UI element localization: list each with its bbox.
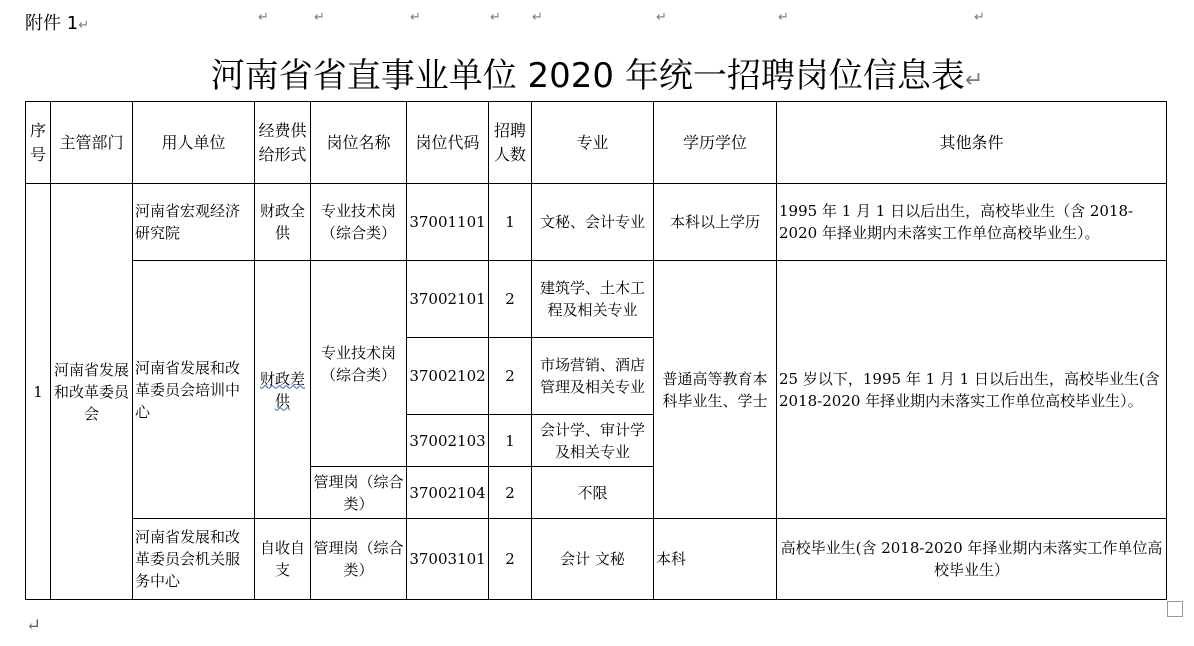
table-row <box>26 184 1167 261</box>
cell-funding: 自收自支 <box>255 519 311 600</box>
attachment-label: 附件 1↵ <box>25 13 90 34</box>
header-other: 其他条件 <box>777 102 1167 184</box>
header-seq: 序号 <box>26 102 51 184</box>
paragraph-mark: ↵ <box>490 10 501 25</box>
cell-degree: 本科以上学历 <box>654 184 777 261</box>
cell-funding: 财政全供 <box>255 184 311 261</box>
cell-major: 市场营销、酒店管理及相关专业 <box>532 338 654 415</box>
table-resize-handle[interactable] <box>1167 601 1183 617</box>
cell-count: 2 <box>489 519 532 600</box>
cell-unit: 河南省发展和改革委员会机关服务中心 <box>133 519 255 600</box>
cell-count: 2 <box>489 261 532 338</box>
header-major: 专业 <box>532 102 654 184</box>
cell-post-name: 专业技术岗（综合类） <box>311 261 407 467</box>
paragraph-mark: ↵ <box>974 10 985 25</box>
cell-major: 建筑学、土木工程及相关专业 <box>532 261 654 338</box>
cell-funding: 财政差供 <box>255 261 311 519</box>
cell-unit: 河南省发展和改革委员会培训中心 <box>133 261 255 519</box>
header-count: 招聘人数 <box>489 102 532 184</box>
cell-count: 1 <box>489 184 532 261</box>
paragraph-mark: ↵ <box>258 10 269 25</box>
cell-degree: 本科 <box>654 519 777 600</box>
paragraph-mark: ↵ <box>26 615 42 636</box>
header-degree: 学历学位 <box>654 102 777 184</box>
cell-post-code: 37002103 <box>407 415 489 467</box>
cell-major: 文秘、会计专业 <box>532 184 654 261</box>
cell-count: 2 <box>489 467 532 519</box>
cell-post-code: 37002101 <box>407 261 489 338</box>
paragraph-mark: ↵ <box>778 10 789 25</box>
cell-major: 会计 文秘 <box>532 519 654 600</box>
page-title: 河南省省直事业单位 2020 年统一招聘岗位信息表↵ <box>210 56 984 96</box>
cell-dept: 河南省发展和改革委员会 <box>51 184 133 600</box>
cell-post-code: 37002104 <box>407 467 489 519</box>
job-table <box>25 101 1167 600</box>
paragraph-mark: ↵ <box>656 10 667 25</box>
paragraph-mark: ↵ <box>314 10 325 25</box>
header-funding: 经费供给形式 <box>255 102 311 184</box>
header-unit: 用人单位 <box>133 102 255 184</box>
paragraph-mark: ↵ <box>532 10 543 25</box>
cell-count: 1 <box>489 415 532 467</box>
cell-unit: 河南省宏观经济研究院 <box>133 184 255 261</box>
cell-other: 高校毕业生(含 2018-2020 年择业期内未落实工作单位高校毕业生） <box>777 519 1167 600</box>
header-post-code: 岗位代码 <box>407 102 489 184</box>
cell-post-name: 专业技术岗（综合类） <box>311 184 407 261</box>
cell-post-name: 管理岗（综合类） <box>311 467 407 519</box>
cell-post-code: 37002102 <box>407 338 489 415</box>
cell-post-code: 37003101 <box>407 519 489 600</box>
cell-post-code: 37001101 <box>407 184 489 261</box>
table-row <box>26 261 1167 338</box>
cell-major: 不限 <box>532 467 654 519</box>
cell-count: 2 <box>489 338 532 415</box>
paragraph-marks-row <box>0 10 1194 30</box>
cell-major: 会计学、审计学及相关专业 <box>532 415 654 467</box>
header-post-name: 岗位名称 <box>311 102 407 184</box>
cell-post-name: 管理岗（综合类） <box>311 519 407 600</box>
cell-seq: 1 <box>26 184 51 600</box>
cell-other: 1995 年 1 月 1 日以后出生，高校毕业生（含 2018-2020 年择业期内未落实工作单位高校毕业生）。 <box>777 184 1167 261</box>
header-dept: 主管部门 <box>51 102 133 184</box>
table-header-row <box>26 102 1167 184</box>
table-row <box>26 519 1167 600</box>
cell-other: 25 岁以下，1995 年 1 月 1 日以后出生，高校毕业生(含 2018-2020 年择业期内未落实工作单位高校毕业生）。 <box>777 261 1167 519</box>
paragraph-mark: ↵ <box>410 10 421 25</box>
cell-degree: 普通高等教育本科毕业生、学士 <box>654 261 777 519</box>
